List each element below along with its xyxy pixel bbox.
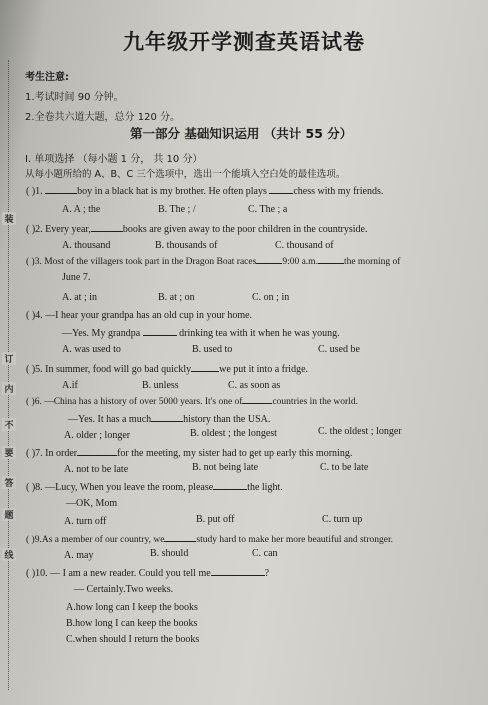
page-title: 九年级开学测查英语试卷 <box>123 30 365 54</box>
binding-char: 要 <box>2 446 16 459</box>
answer-blank <box>45 184 77 194</box>
question-4: ( )4. —I hear your grandpa has an old cup in your home. <box>26 310 253 321</box>
option: C. on ; in <box>252 292 290 303</box>
binding-char: 不 <box>2 418 16 431</box>
option: B. unless <box>142 380 179 391</box>
binding-char: 线 <box>2 548 16 561</box>
option: C. the oldest ; longer <box>318 426 402 437</box>
option: C. as soon as <box>228 380 281 391</box>
question-10-reply: — Certainly.Two weeks. <box>74 584 174 595</box>
section-title: Ⅰ. 单项选择 （每小题 1 分， 共 10 分） <box>25 154 203 165</box>
notice-item: 1.考试时间 90 分钟。 <box>25 92 124 103</box>
option: C.when should I return the books <box>66 634 200 645</box>
binding-char: 答 <box>2 476 16 489</box>
option: B.how long I can keep the books <box>66 618 198 629</box>
question-2: ( )2. Every year, books are given away to the poor children in the countryside. <box>26 224 368 235</box>
option: B. used to <box>192 344 233 355</box>
answer-blank <box>143 326 177 336</box>
option: C. turn up <box>322 514 363 525</box>
option: A. older ; longer <box>64 430 131 441</box>
answer-blank <box>77 446 117 456</box>
notice-item: 2.全卷共六道大题，总分 120 分。 <box>25 112 180 123</box>
notice-heading: 考生注意: <box>25 72 69 83</box>
option: A. not to be late <box>64 464 129 475</box>
option: A.if <box>62 380 78 391</box>
option: B. not being late <box>192 462 259 473</box>
option: C. can <box>252 548 278 559</box>
binding-margin <box>0 0 18 705</box>
option: C. used be <box>318 344 360 355</box>
answer-blank <box>242 394 272 404</box>
answer-blank <box>213 480 247 490</box>
part-title: 第一部分 基础知识运用 （共计 55 分） <box>130 126 353 141</box>
section-instruction: 从每小题所给的 A、B、C 三个选项中，选出一个能填入空白处的最佳选项。 <box>25 169 346 180</box>
question-8-reply: —OK, Mom <box>66 498 118 509</box>
binding-char: 装 <box>2 212 16 225</box>
answer-blank <box>211 566 265 576</box>
option: B. should <box>150 548 189 559</box>
answer-blank <box>256 254 282 264</box>
option: A. was used to <box>62 344 121 355</box>
question-10: ( )10. — I am a new reader. Could you tell me ? <box>26 568 270 579</box>
binding-dotted-line <box>8 60 9 690</box>
option: B. at ; on <box>158 292 195 303</box>
question-9: ( )9.As a member of our country, we study hard to make her more beautiful and stronger. <box>26 532 393 545</box>
option: A.how long can I keep the books <box>66 602 198 613</box>
option: A. turn off <box>64 516 107 527</box>
question-7: ( )7. In order for the meeting, my sister had to get up early this morning. <box>26 448 353 459</box>
question-1: ( )1. boy in a black hat is my brother. He often plays chess with my friends. <box>26 186 384 197</box>
option: A. at ; in <box>62 292 97 303</box>
option: B. put off <box>196 514 235 525</box>
question-3: ( )3. Most of the villagers took part in the Dragon Boat races 9:00 a.m. the morning of <box>26 254 400 267</box>
option: C. The ; a <box>248 204 288 215</box>
option: A. thousand <box>62 240 111 251</box>
option: C. to be late <box>320 462 369 473</box>
option: A. A ; the <box>62 204 101 215</box>
question-8: ( )8. —Lucy, When you leave the room, please the light. <box>26 482 283 493</box>
option: B. The ; / <box>158 204 196 215</box>
answer-blank <box>191 362 219 372</box>
option: B. thousands of <box>155 240 218 251</box>
question-4-reply: —Yes. My grandpa drinking tea with it when he was young. <box>62 328 340 339</box>
answer-blank <box>164 532 196 542</box>
question-6-reply: —Yes. It has a much history than the USA. <box>68 414 271 425</box>
binding-char: 订 <box>2 352 16 365</box>
question-6: ( )6. —China has a history of over 5000 years. It's one of countries in the world. <box>26 394 358 407</box>
option: B. oldest ; the longest <box>190 428 277 439</box>
answer-blank <box>318 254 344 264</box>
option: A. may <box>64 550 94 561</box>
option: C. thousand of <box>275 240 334 251</box>
binding-char: 题 <box>2 508 16 521</box>
answer-blank <box>151 412 183 422</box>
question-5: ( )5. In summer, food will go bad quickly we put it into a fridge. <box>26 364 309 375</box>
answer-blank <box>91 222 123 232</box>
binding-char: 内 <box>2 382 16 395</box>
question-3-continued: June 7. <box>62 272 91 283</box>
answer-blank <box>269 184 293 194</box>
